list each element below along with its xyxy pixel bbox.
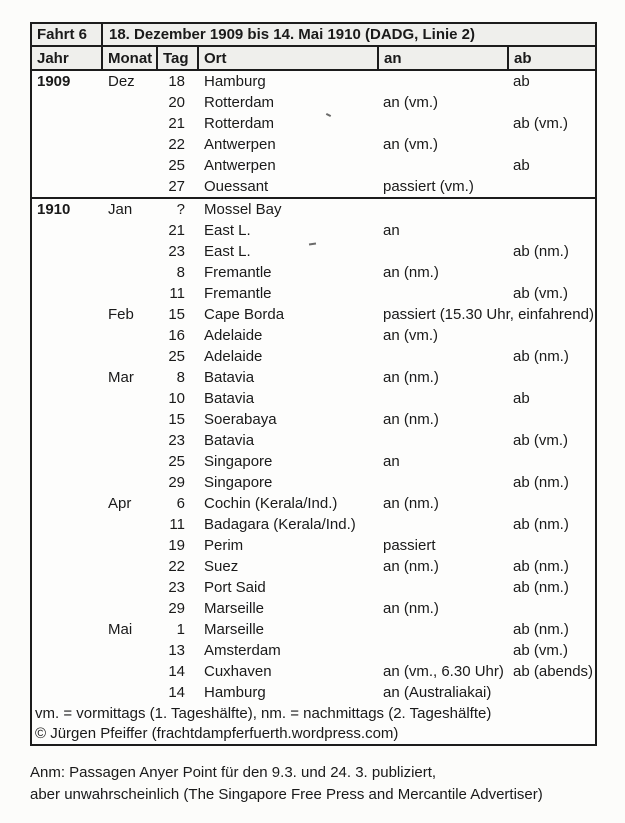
table-row [32, 577, 595, 598]
cell-an [379, 241, 509, 262]
cell-an: passiert [383, 537, 436, 554]
cell-ort: Mossel Bay [204, 201, 282, 218]
cell-ab [509, 367, 595, 388]
table-row [32, 388, 595, 409]
cell-tag: 1 [176, 621, 185, 638]
cell-jahr [32, 113, 103, 134]
table-row [32, 197, 595, 220]
cell-tag: 22 [168, 558, 185, 575]
table-row [32, 409, 595, 430]
cell-tag: 11 [169, 285, 185, 302]
cell-ab: ab (abends) [513, 663, 594, 680]
table-row [32, 619, 595, 640]
annotation-note-line2: aber unwahrscheinlich (The Singapore Free Press and Mercantile Advertiser) [30, 786, 543, 803]
cell-ab: ab [513, 157, 530, 174]
cell-monat [103, 283, 158, 304]
cell-tag: 18 [168, 73, 185, 90]
table-row [32, 304, 595, 325]
cell-tag: 15 [168, 411, 185, 428]
table-row [32, 71, 595, 92]
cell-jahr [32, 598, 103, 619]
cell-monat [103, 220, 158, 241]
cell-tag: 19 [168, 537, 185, 554]
cell-jahr [32, 388, 103, 409]
cell-an [379, 346, 509, 367]
cell-ab: ab (vm.) [513, 115, 569, 132]
cell-ort: Batavia [204, 369, 255, 386]
column-header-ab: ab [514, 50, 532, 67]
voyage-number: Fahrt 6 [32, 24, 103, 45]
cell-ort: Batavia [204, 390, 255, 407]
cell-ab [509, 682, 595, 703]
cell-tag: 8 [176, 264, 185, 281]
cell-jahr [32, 619, 103, 640]
cell-tag: 25 [168, 453, 185, 470]
cell-monat [103, 409, 158, 430]
cell-jahr [32, 430, 103, 451]
cell-monat: Apr [108, 495, 132, 512]
voyage-date-range: 18. Dezember 1909 bis 14. Mai 1910 (DADG, Linie 2) [109, 26, 475, 43]
cell-jahr [32, 682, 103, 703]
cell-an [379, 283, 509, 304]
cell-ort: Singapore [204, 453, 273, 470]
cell-ort: Hamburg [204, 73, 266, 90]
cell-ort: Perim [204, 537, 244, 554]
cell-monat [103, 113, 158, 134]
table-row [32, 155, 595, 176]
cell-ab [509, 92, 595, 113]
cell-ort: Fremantle [204, 264, 272, 281]
table-row [32, 661, 595, 682]
cell-tag: 20 [168, 94, 185, 111]
cell-ab [509, 325, 595, 346]
column-header-monat: Monat [103, 47, 158, 69]
cell-an: an (Australiakai) [383, 684, 492, 701]
cell-an: passiert (vm.) [383, 178, 474, 195]
cell-monat [103, 388, 158, 409]
table-row [32, 451, 595, 472]
cell-jahr [32, 367, 103, 388]
cell-an: an (nm.) [383, 369, 439, 386]
cell-an [379, 514, 509, 535]
cell-tag: 27 [168, 178, 185, 195]
cell-monat [103, 451, 158, 472]
cell-ort: East L. [204, 222, 251, 239]
cell-ab [509, 451, 595, 472]
table-row [32, 430, 595, 451]
cell-tag: 10 [168, 390, 185, 407]
cell-jahr [32, 262, 103, 283]
cell-an: an (vm.) [383, 94, 439, 111]
cell-jahr [32, 409, 103, 430]
cell-jahr [32, 92, 103, 113]
cell-an: an (nm.) [383, 495, 439, 512]
cell-an: an (vm.) [383, 136, 439, 153]
cell-tag: 23 [168, 579, 185, 596]
cell-ab: ab (nm.) [513, 579, 569, 596]
cell-monat [103, 325, 158, 346]
cell-an: an [383, 453, 400, 470]
table-body [32, 71, 595, 703]
table-row [32, 325, 595, 346]
cell-monat [103, 241, 158, 262]
table-row [32, 556, 595, 577]
cell-tag: 14 [168, 684, 185, 701]
cell-jahr [32, 640, 103, 661]
cell-ort: Marseille [204, 621, 265, 638]
cell-ab [509, 535, 595, 556]
cell-ab: ab (nm.) [513, 621, 569, 638]
cell-monat [103, 661, 158, 682]
cell-ab: ab (vm.) [513, 642, 569, 659]
cell-jahr [32, 283, 103, 304]
cell-tag: 11 [169, 516, 185, 533]
cell-monat [103, 472, 158, 493]
cell-an [379, 71, 509, 92]
cell-tag: 21 [168, 222, 185, 239]
cell-ort: Rotterdam [204, 115, 275, 132]
cell-ort: Hamburg [204, 684, 266, 701]
cell-monat: Mar [108, 369, 134, 386]
voyage-table [30, 22, 597, 746]
cell-jahr [32, 325, 103, 346]
cell-tag: 22 [168, 136, 185, 153]
cell-an [379, 619, 509, 640]
table-header-row [32, 47, 595, 71]
cell-monat [103, 682, 158, 703]
cell-jahr [32, 346, 103, 367]
cell-tag: 6 [176, 495, 185, 512]
cell-ab [509, 176, 595, 197]
cell-tag: 29 [168, 474, 185, 491]
cell-monat [103, 640, 158, 661]
cell-jahr: 1910 [37, 201, 71, 218]
cell-jahr [32, 220, 103, 241]
cell-tag: 25 [168, 157, 185, 174]
cell-ort: Suez [204, 558, 239, 575]
cell-ort: East L. [204, 243, 251, 260]
table-row [32, 535, 595, 556]
cell-monat [103, 430, 158, 451]
cell-jahr: 1909 [37, 73, 71, 90]
cell-tag: 16 [168, 327, 185, 344]
table-row [32, 682, 595, 703]
table-row [32, 514, 595, 535]
cell-an: an (nm.) [383, 558, 439, 575]
cell-ort: Antwerpen [204, 136, 276, 153]
cell-tag: 21 [168, 115, 185, 132]
cell-monat [103, 92, 158, 113]
annotation-note [30, 762, 543, 806]
cell-ab [509, 199, 595, 220]
cell-tag: 29 [168, 600, 185, 617]
cell-jahr [32, 176, 103, 197]
cell-ab: ab [513, 73, 530, 90]
table-row [32, 367, 595, 388]
cell-ab: ab (nm.) [513, 558, 569, 575]
cell-an [379, 640, 509, 661]
cell-an: an (vm.) [383, 327, 439, 344]
cell-ort: Ouessant [204, 178, 269, 195]
cell-ab: ab [513, 390, 530, 407]
cell-monat [103, 535, 158, 556]
cell-ab: ab (nm.) [513, 474, 569, 491]
cell-monat: Jan [108, 201, 133, 218]
cell-monat: Mai [108, 621, 133, 638]
table-row [32, 262, 595, 283]
table-row [32, 134, 595, 155]
cell-ab [509, 598, 595, 619]
cell-monat [103, 514, 158, 535]
cell-jahr [32, 493, 103, 514]
cell-ab [509, 262, 595, 283]
cell-tag: ? [176, 201, 185, 218]
table-row [32, 472, 595, 493]
cell-an: an (nm.) [383, 411, 439, 428]
cell-monat [103, 155, 158, 176]
cell-monat [103, 176, 158, 197]
cell-an [379, 199, 509, 220]
table-title-row [32, 24, 595, 47]
cell-jahr [32, 514, 103, 535]
cell-monat [103, 134, 158, 155]
cell-an [379, 577, 509, 598]
cell-ort: Cochin (Kerala/Ind.) [204, 495, 338, 512]
column-header-tag: Tag [158, 47, 199, 69]
cell-ab [509, 220, 595, 241]
cell-ort: Cape Borda [204, 306, 285, 323]
column-header-ort: Ort [199, 47, 379, 69]
cell-ort: Fremantle [204, 285, 272, 302]
cell-monat [103, 556, 158, 577]
cell-tag: 14 [168, 663, 185, 680]
cell-tag: 13 [168, 642, 185, 659]
cell-ort: Rotterdam [204, 94, 275, 111]
table-row [32, 283, 595, 304]
cell-monat [103, 262, 158, 283]
cell-ort: Antwerpen [204, 157, 276, 174]
cell-ort: Singapore [204, 474, 273, 491]
cell-jahr [32, 535, 103, 556]
cell-ab [509, 134, 595, 155]
cell-ort: Adelaide [204, 327, 263, 344]
table-row [32, 113, 595, 134]
cell-ab: ab (nm.) [513, 243, 569, 260]
cell-tag: 23 [168, 432, 185, 449]
cell-an [379, 113, 509, 134]
cell-an [379, 155, 509, 176]
cell-jahr [32, 241, 103, 262]
cell-ort: Marseille [204, 600, 265, 617]
table-row [32, 92, 595, 113]
cell-an [379, 430, 509, 451]
annotation-note-line1: Anm: Passagen Anyer Point für den 9.3. und 24. 3. publiziert, [30, 764, 437, 781]
cell-ort: Soerabaya [204, 411, 277, 428]
cell-an: an [383, 222, 400, 239]
cell-ort: Adelaide [204, 348, 263, 365]
cell-ab: ab (nm.) [513, 516, 569, 533]
cell-an: an (vm., 6.30 Uhr) [383, 663, 504, 680]
cell-an [379, 472, 509, 493]
table-row [32, 493, 595, 514]
cell-monat: Dez [108, 73, 135, 90]
table-row [32, 640, 595, 661]
cell-jahr [32, 155, 103, 176]
cell-jahr [32, 451, 103, 472]
cell-tag: 8 [176, 369, 185, 386]
table-row [32, 346, 595, 367]
cell-tag: 25 [168, 348, 185, 365]
cell-monat [103, 577, 158, 598]
cell-ab [509, 304, 595, 325]
cell-ort: Badagara (Kerala/Ind.) [204, 516, 356, 533]
cell-ort: Batavia [204, 432, 255, 449]
cell-jahr [32, 577, 103, 598]
cell-ab: ab (vm.) [513, 432, 569, 449]
cell-ab: ab (vm.) [513, 285, 569, 302]
cell-monat [103, 598, 158, 619]
cell-jahr [32, 661, 103, 682]
cell-jahr [32, 472, 103, 493]
column-header-jahr: Jahr [32, 47, 103, 69]
cell-an: an (nm.) [383, 264, 439, 281]
table-row [32, 220, 595, 241]
cell-monat [103, 346, 158, 367]
cell-an: passiert (15.30 Uhr, einfahrend) [383, 306, 594, 323]
cell-ort: Port Said [204, 579, 266, 596]
footnote-abbreviations: vm. = vormittags (1. Tageshälfte), nm. = nachmittags (2. Tageshälfte) [35, 705, 492, 722]
cell-ab [509, 493, 595, 514]
cell-tag: 15 [168, 306, 185, 323]
cell-ort: Cuxhaven [204, 663, 272, 680]
footnote-copyright: © Jürgen Pfeiffer (frachtdampferfuerth.wordpress.com) [35, 725, 399, 742]
cell-ort: Amsterdam [204, 642, 281, 659]
cell-jahr [32, 134, 103, 155]
cell-an [379, 388, 509, 409]
cell-ab [509, 409, 595, 430]
cell-tag: 23 [168, 243, 185, 260]
cell-monat: Feb [108, 306, 134, 323]
cell-jahr [32, 304, 103, 325]
cell-an: an (nm.) [383, 600, 439, 617]
table-row [32, 176, 595, 197]
table-row [32, 598, 595, 619]
column-header-an: an [379, 47, 509, 69]
cell-jahr [32, 556, 103, 577]
cell-ab: ab (nm.) [513, 348, 569, 365]
